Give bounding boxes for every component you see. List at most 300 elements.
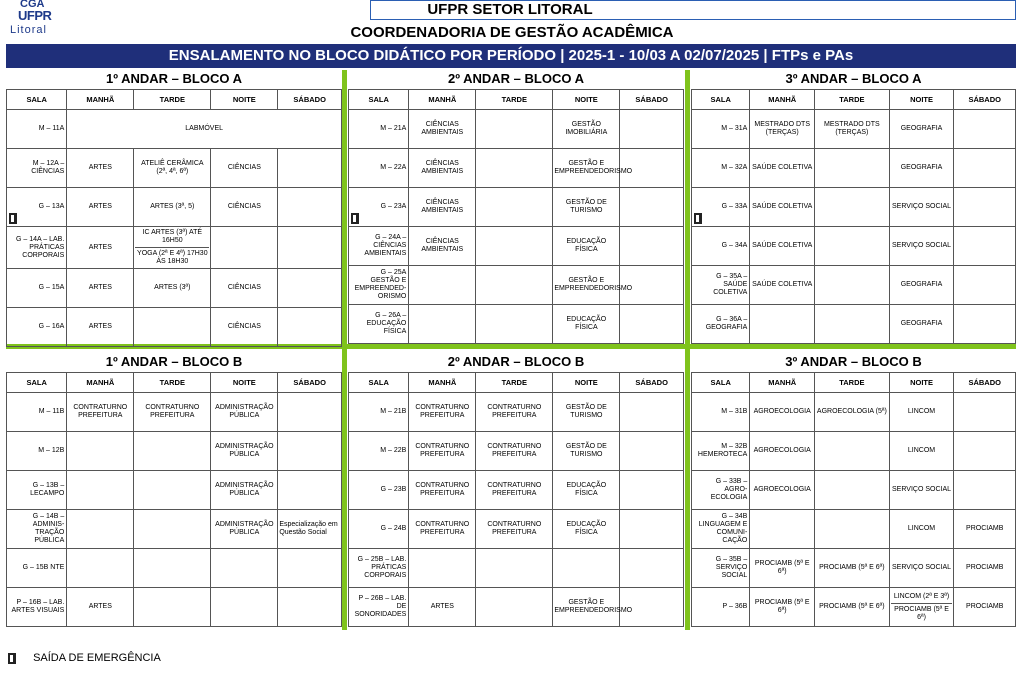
room-cell [7, 308, 67, 347]
room-cell [692, 227, 750, 266]
evening-cell: LINCOM [889, 393, 954, 432]
room-cell [349, 227, 409, 266]
room-cell [349, 471, 409, 510]
afternoon-cell: CONTRATURNO PREFEITURA [134, 393, 211, 432]
room-label: G – 23B [380, 486, 407, 493]
room-cell [692, 588, 750, 627]
afternoon-cell: ARTES (3ª) [134, 269, 211, 308]
room-cell [7, 510, 67, 549]
page-title: UFPR SETOR LITORAL [427, 1, 593, 18]
room-label: M – 12B [38, 447, 65, 454]
saturday-cell [620, 110, 684, 149]
room-label: P – 16B – LAB. ARTES VISUAIS [11, 599, 65, 614]
room-label: G – 15B NTE [22, 564, 65, 571]
afternoon-cell [476, 188, 553, 227]
afternoon-cell [134, 510, 211, 549]
room-cell [349, 549, 409, 588]
morning-cell [750, 305, 815, 344]
column-header: MANHÃ [67, 90, 134, 110]
column-header: SÁBADO [620, 373, 684, 393]
room-cell [692, 471, 750, 510]
afternoon-cell: CONTRATURNO PREFEITURA [476, 471, 553, 510]
morning-cell: ARTES [67, 188, 134, 227]
evening-cell [211, 588, 278, 627]
room-label: M – 22B [380, 447, 407, 454]
saturday-cell [278, 471, 342, 510]
saturday-cell [620, 471, 684, 510]
afternoon-cell: PROCIAMB (5ª E 6ª) [815, 588, 890, 627]
emergency-exit-icon [694, 213, 702, 224]
room-label: G – 14A – LAB. PRÁTICAS CORPORAIS [16, 235, 65, 259]
morning-cell [750, 510, 815, 549]
column-header: SALA [7, 90, 67, 110]
room-cell [349, 149, 409, 188]
afternoon-cell: CONTRATURNO PREFEITURA [476, 510, 553, 549]
morning-cell [409, 266, 476, 305]
afternoon-cell [134, 588, 211, 627]
table-row [349, 549, 684, 588]
schedule-banner: ENSALAMENTO NO BLOCO DIDÁTICO POR PERÍODO | 2025-1 - 10/03 A 02/07/2025 | FTPs e PAs [6, 44, 1016, 68]
room-cell [7, 227, 67, 269]
afternoon-cell [815, 471, 890, 510]
room-label: G – 35B – SERVIÇO SOCIAL [715, 556, 748, 579]
evening-cell: GEOGRAFIA [889, 266, 954, 305]
emergency-exit-icon [8, 653, 16, 664]
afternoon-cell [815, 510, 890, 549]
morning-cell [409, 305, 476, 344]
room-cell [692, 188, 750, 227]
column-divider [342, 70, 347, 630]
evening-cell [211, 549, 278, 588]
afternoon-cell [815, 149, 890, 188]
saturday-cell [278, 269, 342, 308]
column-header: SÁBADO [278, 373, 342, 393]
room-label: G – 33B – AGRO-ECOLOGIA [710, 478, 748, 501]
saturday-cell [954, 471, 1016, 510]
section-title: 3º ANDAR – BLOCO A [785, 71, 922, 86]
evening-cell: GESTÃO E EMPREENDEDORISMO [553, 149, 620, 188]
morning-cell: CIÊNCIAS AMBIENTAIS [409, 110, 476, 149]
room-cell [349, 510, 409, 549]
morning-cell: PROCIAMB (5ª E 6ª) [750, 588, 815, 627]
table-row [7, 588, 342, 627]
room-label: G – 34B LINGUAGEM E COMUNI-CAÇÃO [698, 513, 748, 544]
room-label: M – 32B HEMEROTECA [697, 443, 748, 458]
morning-cell: MESTRADO DTS (TERÇAS) [750, 110, 815, 149]
table-row [349, 393, 684, 432]
column-header: SALA [692, 373, 750, 393]
room-cell [349, 432, 409, 471]
afternoon-entry: IC ARTES (3ª) ATÉ 16H50 [135, 227, 209, 248]
evening-cell: SERVIÇO SOCIAL [889, 471, 954, 510]
evening-cell: CIÊNCIAS [211, 149, 278, 188]
saturday-cell [278, 149, 342, 188]
room-label: G – 14B – ADMINIS-TRAÇÃO PÚBLICA [32, 513, 65, 544]
column-header: TARDE [476, 373, 553, 393]
room-cell [349, 188, 409, 227]
column-header: NOITE [889, 373, 954, 393]
room-label: G – 36A – GEOGRAFIA [705, 316, 748, 331]
room-cell [7, 588, 67, 627]
table-row [7, 188, 342, 227]
table-row [692, 588, 1016, 627]
table-row [7, 269, 342, 308]
evening-cell: GEOGRAFIA [889, 305, 954, 344]
column-header: MANHÃ [750, 90, 815, 110]
evening-cell: ADMINISTRAÇÃO PÚBLICA [211, 432, 278, 471]
column-header: TARDE [815, 373, 890, 393]
morning-cell: ARTES [67, 269, 134, 308]
column-header: SÁBADO [954, 90, 1016, 110]
table-row [7, 510, 342, 549]
room-label: G – 13A [38, 203, 65, 210]
room-label: G – 25A GESTÃO E EMPREENDED-ORISMO [354, 269, 407, 300]
morning-cell: CIÊNCIAS AMBIENTAIS [409, 227, 476, 266]
column-header: SALA [349, 373, 409, 393]
legend [8, 652, 161, 664]
evening-cell: GESTÃO IMOBILIÁRIA [553, 110, 620, 149]
section-title: 2º ANDAR – BLOCO A [448, 71, 584, 86]
saturday-cell [620, 549, 684, 588]
afternoon-cell [134, 432, 211, 471]
evening-cell: EDUCAÇÃO FÍSICA [553, 227, 620, 266]
table-header-row [7, 373, 342, 393]
afternoon-cell [476, 110, 553, 149]
section-title: 1º ANDAR – BLOCO A [106, 71, 242, 86]
saturday-cell [954, 305, 1016, 344]
saturday-cell [954, 393, 1016, 432]
table-row [7, 471, 342, 510]
morning-cell: CONTRATURNO PREFEITURA [67, 393, 134, 432]
table-header-row [349, 373, 684, 393]
room-cell [692, 305, 750, 344]
afternoon-cell [815, 188, 890, 227]
table-header-row [349, 90, 684, 110]
room-label: M – 31A [721, 125, 748, 132]
table-row [349, 471, 684, 510]
column-header: MANHÃ [409, 373, 476, 393]
evening-cell [889, 588, 954, 627]
morning-cell: ARTES [67, 308, 134, 347]
saturday-cell [278, 432, 342, 471]
column-header: SALA [7, 373, 67, 393]
afternoon-cell [815, 227, 890, 266]
room-cell [7, 188, 67, 227]
table-row [349, 149, 684, 188]
morning-cell: AGROECOLOGIA [750, 432, 815, 471]
saturday-cell [278, 588, 342, 627]
saturday-cell [620, 432, 684, 471]
page-subtitle: COORDENADORIA DE GESTÃO ACADÊMICA [350, 24, 674, 41]
evening-cell: SERVIÇO SOCIAL [889, 188, 954, 227]
afternoon-cell [476, 149, 553, 188]
room-cell [7, 149, 67, 188]
table-row [7, 393, 342, 432]
evening-entry: PROCIAMB (5ª E 6ª) [894, 605, 949, 621]
room-label: G – 23A [380, 203, 407, 210]
room-cell [692, 432, 750, 471]
evening-cell: ADMINISTRAÇÃO PÚBLICA [211, 393, 278, 432]
evening-cell: GESTÃO DE TURISMO [553, 432, 620, 471]
logo-cga: CGA [20, 0, 45, 10]
saturday-cell [620, 188, 684, 227]
table-header-row [692, 373, 1016, 393]
saturday-cell [620, 393, 684, 432]
evening-cell: LINCOM [889, 510, 954, 549]
room-label: G – 35A – SAÚDE COLETIVA [713, 273, 748, 296]
evening-cell: SERVIÇO SOCIAL [889, 549, 954, 588]
room-cell [692, 549, 750, 588]
morning-cell: ARTES [67, 227, 134, 269]
morning-cell: CONTRATURNO PREFEITURA [409, 471, 476, 510]
saturday-cell [954, 188, 1016, 227]
afternoon-cell [134, 308, 211, 347]
table-row [692, 266, 1016, 305]
table-row [349, 305, 684, 344]
table-row [692, 110, 1016, 149]
column-header: NOITE [211, 90, 278, 110]
evening-cell: GESTÃO E EMPREENDEDORISMO [553, 588, 620, 627]
schedule-cell-span: LABMÓVEL [67, 110, 342, 149]
schedule-table [691, 89, 1016, 344]
table-row [7, 432, 342, 471]
room-cell [349, 266, 409, 305]
morning-cell: ARTES [67, 149, 134, 188]
column-header: TARDE [134, 90, 211, 110]
column-header: MANHÃ [409, 90, 476, 110]
room-label: G – 26A – EDUCAÇÃO FÍSICA [366, 312, 407, 335]
table-row [7, 308, 342, 347]
evening-entry: LINCOM (2ª E 3ª) [891, 591, 953, 604]
room-cell [7, 432, 67, 471]
table-row [692, 305, 1016, 344]
evening-cell: LINCOM [889, 432, 954, 471]
afternoon-cell [134, 549, 211, 588]
evening-cell: CIÊNCIAS [211, 269, 278, 308]
saturday-cell: Especialização em Questão Social [278, 510, 342, 549]
afternoon-cell: AGROECOLOGIA (5ª) [815, 393, 890, 432]
evening-cell: GESTÃO DE TURISMO [553, 188, 620, 227]
table-row [692, 432, 1016, 471]
room-cell [692, 266, 750, 305]
room-cell [349, 393, 409, 432]
saturday-cell [278, 549, 342, 588]
morning-cell [67, 432, 134, 471]
saturday-cell: PROCIAMB [954, 588, 1016, 627]
evening-cell: EDUCAÇÃO FÍSICA [553, 305, 620, 344]
schedule-table [348, 372, 684, 627]
table-row [7, 549, 342, 588]
morning-cell [67, 471, 134, 510]
column-header: TARDE [476, 90, 553, 110]
table-row [692, 188, 1016, 227]
evening-cell: ADMINISTRAÇÃO PÚBLICA [211, 471, 278, 510]
morning-cell: AGROECOLOGIA [750, 393, 815, 432]
saturday-cell [954, 110, 1016, 149]
morning-cell: AGROECOLOGIA [750, 471, 815, 510]
column-header: MANHÃ [750, 373, 815, 393]
evening-cell: GESTÃO DE TURISMO [553, 393, 620, 432]
evening-cell: ADMINISTRAÇÃO PÚBLICA [211, 510, 278, 549]
room-cell [692, 149, 750, 188]
saturday-cell: PROCIAMB [954, 549, 1016, 588]
evening-cell: EDUCAÇÃO FÍSICA [553, 510, 620, 549]
saturday-cell [620, 305, 684, 344]
afternoon-cell [476, 588, 553, 627]
room-cell [7, 471, 67, 510]
afternoon-cell [476, 549, 553, 588]
evening-cell: SERVIÇO SOCIAL [889, 227, 954, 266]
saturday-cell [620, 227, 684, 266]
afternoon-cell [815, 432, 890, 471]
afternoon-cell [134, 227, 211, 269]
afternoon-cell: ARTES (3ª, 5) [134, 188, 211, 227]
saturday-cell [278, 308, 342, 347]
room-label: G – 25B – LAB. PRÁTICAS CORPORAIS [357, 556, 407, 579]
room-label: M – 11B [38, 408, 65, 415]
room-label: M – 32A [721, 164, 748, 171]
table-row [349, 432, 684, 471]
room-cell [7, 393, 67, 432]
morning-cell [67, 549, 134, 588]
legend-exit-label: SAÍDA DE EMERGÊNCIA [33, 652, 161, 664]
room-label: G – 15A [38, 284, 65, 291]
table-row [692, 393, 1016, 432]
column-header: SÁBADO [278, 90, 342, 110]
column-header: NOITE [553, 373, 620, 393]
room-cell [349, 305, 409, 344]
emergency-exit-icon [351, 213, 359, 224]
section-title: 2º ANDAR – BLOCO B [447, 354, 585, 369]
room-label: P – 36B [722, 603, 748, 610]
table-row [349, 510, 684, 549]
saturday-cell [278, 188, 342, 227]
saturday-cell [278, 393, 342, 432]
room-label: G – 34A [721, 242, 748, 249]
table-row [7, 110, 342, 149]
evening-cell: GESTÃO E EMPREENDEDORISMO [553, 266, 620, 305]
saturday-cell [954, 432, 1016, 471]
room-cell [7, 549, 67, 588]
morning-cell: SAÚDE COLETIVA [750, 227, 815, 266]
morning-cell [409, 549, 476, 588]
afternoon-cell [476, 305, 553, 344]
afternoon-cell [476, 227, 553, 266]
evening-cell [553, 549, 620, 588]
logo-ufpr: UFPR [18, 8, 52, 23]
table-row [692, 149, 1016, 188]
section-1-andar-bloco-b [6, 352, 342, 627]
room-label: M – 21A [380, 125, 407, 132]
table-row [692, 549, 1016, 588]
room-label: G – 13B – LECAMPO [30, 482, 65, 497]
section-title: 1º ANDAR – BLOCO B [105, 354, 243, 369]
column-header: NOITE [553, 90, 620, 110]
room-cell [692, 110, 750, 149]
table-row [349, 266, 684, 305]
emergency-exit-icon [9, 213, 17, 224]
morning-cell: CIÊNCIAS AMBIENTAIS [409, 188, 476, 227]
afternoon-cell [134, 471, 211, 510]
room-label: P – 26B – LAB. DE SONORIDADES [354, 595, 407, 618]
room-label: M – 11A [38, 125, 65, 132]
evening-cell: GEOGRAFIA [889, 110, 954, 149]
room-cell [692, 393, 750, 432]
morning-cell: ARTES [409, 588, 476, 627]
saturday-cell [954, 266, 1016, 305]
saturday-cell: PROCIAMB [954, 510, 1016, 549]
afternoon-cell [815, 266, 890, 305]
section-3-andar-bloco-b [691, 352, 1016, 627]
room-label: M – 22A [380, 164, 407, 171]
morning-cell: CONTRATURNO PREFEITURA [409, 432, 476, 471]
saturday-cell [954, 227, 1016, 266]
column-header: TARDE [815, 90, 890, 110]
afternoon-cell: ATELIÊ CERÂMICA (2ª, 4ª, 6ª) [134, 149, 211, 188]
morning-cell: ARTES [67, 588, 134, 627]
room-label: M – 12A – CIÊNCIAS [31, 160, 65, 175]
saturday-cell [278, 227, 342, 269]
afternoon-entry: YOGA (2ª E 4ª) 17H30 ÀS 18H30 [137, 250, 208, 265]
section-title: 3º ANDAR – BLOCO B [785, 354, 922, 369]
table-header-row [7, 90, 342, 110]
room-label: G – 24B [380, 525, 407, 532]
column-header: SALA [692, 90, 750, 110]
table-row [349, 188, 684, 227]
table-row [7, 149, 342, 188]
evening-cell [211, 227, 278, 269]
room-cell [7, 269, 67, 308]
section-3-andar-bloco-a [691, 69, 1016, 344]
column-header: TARDE [134, 373, 211, 393]
afternoon-cell [815, 305, 890, 344]
column-header: SÁBADO [954, 373, 1016, 393]
morning-cell: SAÚDE COLETIVA [750, 149, 815, 188]
room-cell [349, 110, 409, 149]
room-label: G – 33A [721, 203, 748, 210]
table-row [7, 227, 342, 269]
table-header-row [692, 90, 1016, 110]
evening-cell: GEOGRAFIA [889, 149, 954, 188]
morning-cell: CONTRATURNO PREFEITURA [409, 393, 476, 432]
room-label: G – 16A [38, 323, 65, 330]
schedule-table [6, 372, 342, 627]
morning-cell: PROCIAMB (5ª E 6ª) [750, 549, 815, 588]
section-1-andar-bloco-a [6, 69, 342, 347]
afternoon-cell: PROCIAMB (5ª E 6ª) [815, 549, 890, 588]
room-cell [7, 110, 67, 149]
evening-cell: EDUCAÇÃO FÍSICA [553, 471, 620, 510]
column-header: NOITE [211, 373, 278, 393]
room-cell [349, 588, 409, 627]
saturday-cell [954, 149, 1016, 188]
morning-cell [67, 510, 134, 549]
logo-litoral: Litoral [10, 24, 47, 36]
table-row [692, 471, 1016, 510]
column-header: SÁBADO [620, 90, 684, 110]
room-cell [692, 510, 750, 549]
schedule-table [691, 372, 1016, 627]
room-label: G – 24A – CIÊNCIAS AMBIENTAIS [364, 234, 407, 257]
evening-cell: CIÊNCIAS [211, 308, 278, 347]
column-header: SALA [349, 90, 409, 110]
morning-cell: CONTRATURNO PREFEITURA [409, 510, 476, 549]
schedule-table [348, 89, 684, 344]
schedule-table [6, 89, 342, 347]
evening-cell: CIÊNCIAS [211, 188, 278, 227]
column-divider [685, 70, 690, 630]
room-label: M – 31B [721, 408, 748, 415]
